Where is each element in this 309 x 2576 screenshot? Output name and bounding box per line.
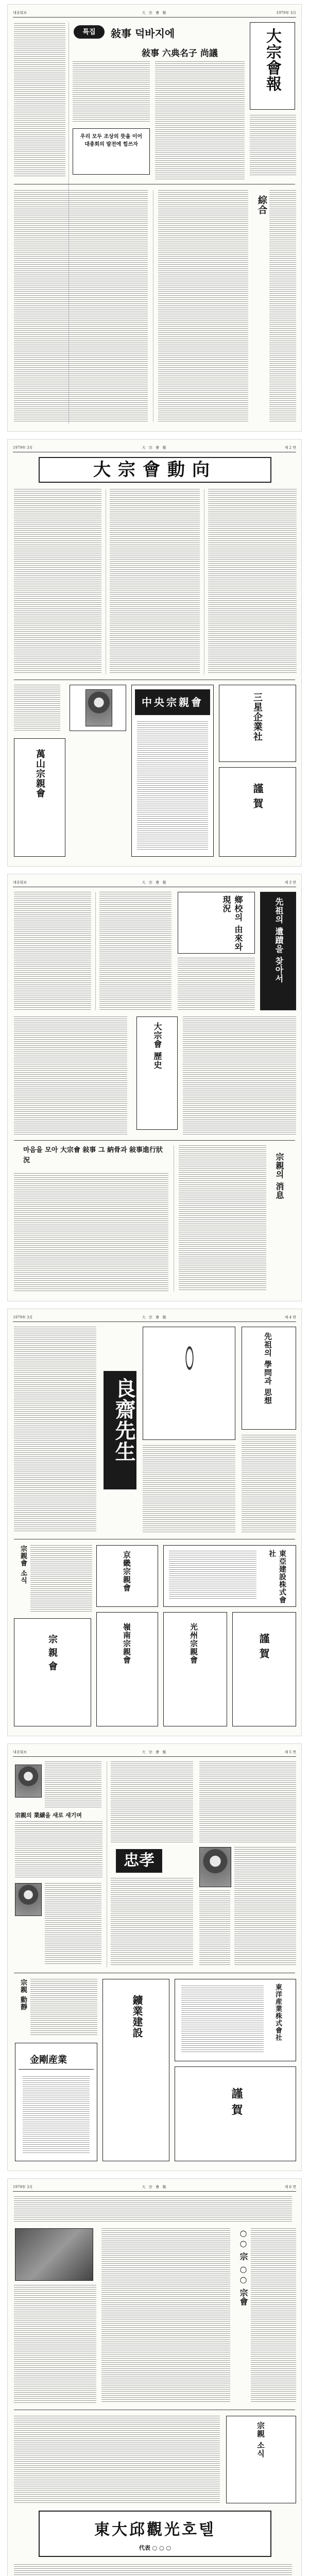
headline-box: 鄉校의 由來와 現況: [178, 892, 255, 954]
headline: 宗親의 業績을 새로 새기며: [15, 1811, 102, 1819]
article-text: [14, 2564, 292, 2576]
article-text: [14, 190, 148, 422]
ad-text: [137, 721, 208, 850]
page-header: 대종회보 大 宗 會 報 제 3 면: [13, 878, 296, 887]
headline-box: 大宗會 歷史: [136, 1016, 178, 1130]
section-banner: 大宗會動向: [39, 457, 271, 483]
page-header: 1979年 3月 大 宗 會 報 제 6 면: [13, 2183, 296, 2192]
article-text: [111, 1761, 193, 1844]
vertical-headline: 宗親會 소식: [19, 1545, 27, 1584]
article-text: [178, 958, 255, 1010]
page-6: [7, 2178, 302, 2576]
ad-box: 謹 賀: [175, 2066, 296, 2161]
vertical-headline: 宗親 動靜: [19, 1979, 27, 2011]
portrait-photo: [199, 1847, 231, 1887]
title-box: 忠孝: [116, 1849, 162, 1873]
ad-box: 宗 親 會: [14, 1618, 91, 1726]
article-text: [14, 685, 60, 731]
ad-box: [131, 685, 214, 857]
ad-box: 嶺南宗親會: [96, 1612, 158, 1726]
page-4: [7, 1309, 302, 1736]
ad-box: 金剛産業: [15, 2043, 97, 2161]
masthead: 大宗會報: [250, 22, 295, 110]
vertical-headline: 綜合: [256, 195, 267, 215]
ad-box: 東亞建設株式會社: [163, 1545, 296, 1607]
headline-box: 先祖의 遺蹟을 찾아서: [260, 892, 296, 1010]
ad-text: [169, 1551, 256, 1600]
headline: 마음을 모아 大宗會 敍事 그 納骨과 敍事進行狀況: [23, 1145, 167, 1166]
article-text: [269, 190, 296, 422]
ad-box: [70, 685, 126, 731]
page-header: 대종회보 大 宗 會 報 제 5 면: [13, 1748, 296, 1757]
ad-box: 光州宗親會: [163, 1612, 227, 1726]
article-text: [183, 1016, 296, 1135]
ad-title: 中央宗親會: [135, 689, 210, 715]
divider: [14, 1140, 295, 1141]
article-text: [14, 2416, 220, 2503]
article-text: [14, 23, 65, 178]
ad-box: 鑛業建設: [102, 1979, 169, 2161]
hotel-ad: 東大邱觀光호텔 代表 ○ ○ ○: [39, 2511, 271, 2557]
ad-box: 京畿宗親會: [96, 1545, 158, 1607]
page-3: [7, 874, 302, 1301]
article-text: [14, 1327, 96, 1533]
article-text: [99, 892, 171, 1010]
article-text: [143, 1445, 235, 1533]
page-2: [7, 439, 302, 867]
page-header: 1979年 3月 大 宗 會 報 제 2 면: [13, 444, 296, 452]
article-text: [14, 892, 91, 1010]
portrait-photo: [15, 1883, 42, 1916]
ad-box: 萬山宗親會: [14, 738, 65, 857]
article-text: [30, 1979, 97, 2036]
article-text: [45, 1883, 101, 1965]
ad-text: [23, 2076, 90, 2154]
article-text: [30, 1545, 92, 1612]
ad-box: 三星企業社: [219, 685, 296, 762]
article-text: [15, 1821, 102, 1878]
ad-box: 謹 賀: [232, 1612, 296, 1726]
page-5: [7, 1743, 302, 2171]
ad-text: [181, 1986, 264, 2053]
page-header: 대종회보 大 宗 會 報 1979年 3月: [13, 9, 296, 18]
illustration: [143, 1327, 235, 1440]
title-box: 良齋先生: [104, 1371, 136, 1489]
headline: 敍事 덕바지에: [111, 25, 175, 40]
article-text: [111, 1878, 193, 1965]
landscape-photo: [15, 2228, 93, 2281]
article-text: [110, 489, 200, 674]
article-text: [158, 190, 248, 422]
page-header: 1979年 3月 大 宗 會 報 제 4 면: [13, 1313, 296, 1322]
article-text: [242, 1435, 296, 1533]
article-text: [155, 61, 245, 180]
article-text: [250, 115, 296, 177]
headline: 敍事 六典名子 尚議: [142, 46, 218, 59]
vertical-headline: 宗親의 消息: [274, 1153, 284, 1200]
divider: [95, 892, 96, 1010]
special-badge: 특집: [74, 25, 105, 39]
article-text: [199, 1890, 230, 1965]
boxed-article: 우리 모두 조상의 뜻을 이어 대종회의 발전에 힘쓰자: [73, 128, 150, 175]
headline-box: 先祖의 學問과 思想: [242, 1327, 296, 1430]
page-1: [7, 4, 302, 432]
article-text: [14, 1016, 127, 1135]
portrait-drawing: [169, 1343, 210, 1420]
article-text: [234, 1847, 296, 1965]
ad-box: 東洋産業株式會社: [175, 1979, 296, 2061]
article-text: [199, 1761, 296, 1844]
article-text: [14, 489, 101, 674]
portrait-photo: [15, 1765, 42, 1798]
headline-box: 宗親 소식: [226, 2416, 296, 2503]
article-text: [251, 2228, 296, 2403]
portrait-photo: [85, 689, 112, 726]
article-text: [45, 1761, 101, 1808]
article-text: [179, 1145, 266, 1292]
article-text: [73, 61, 150, 123]
article-text: [208, 489, 297, 674]
article-text: [14, 1173, 168, 1292]
article-text: [14, 2196, 292, 2222]
article-text: [101, 2228, 230, 2403]
vertical-headline: ○○ 宗 ○○ 宗會: [238, 2228, 248, 2306]
article-text: [14, 2285, 96, 2403]
ad-box: 謹 賀: [219, 767, 296, 857]
